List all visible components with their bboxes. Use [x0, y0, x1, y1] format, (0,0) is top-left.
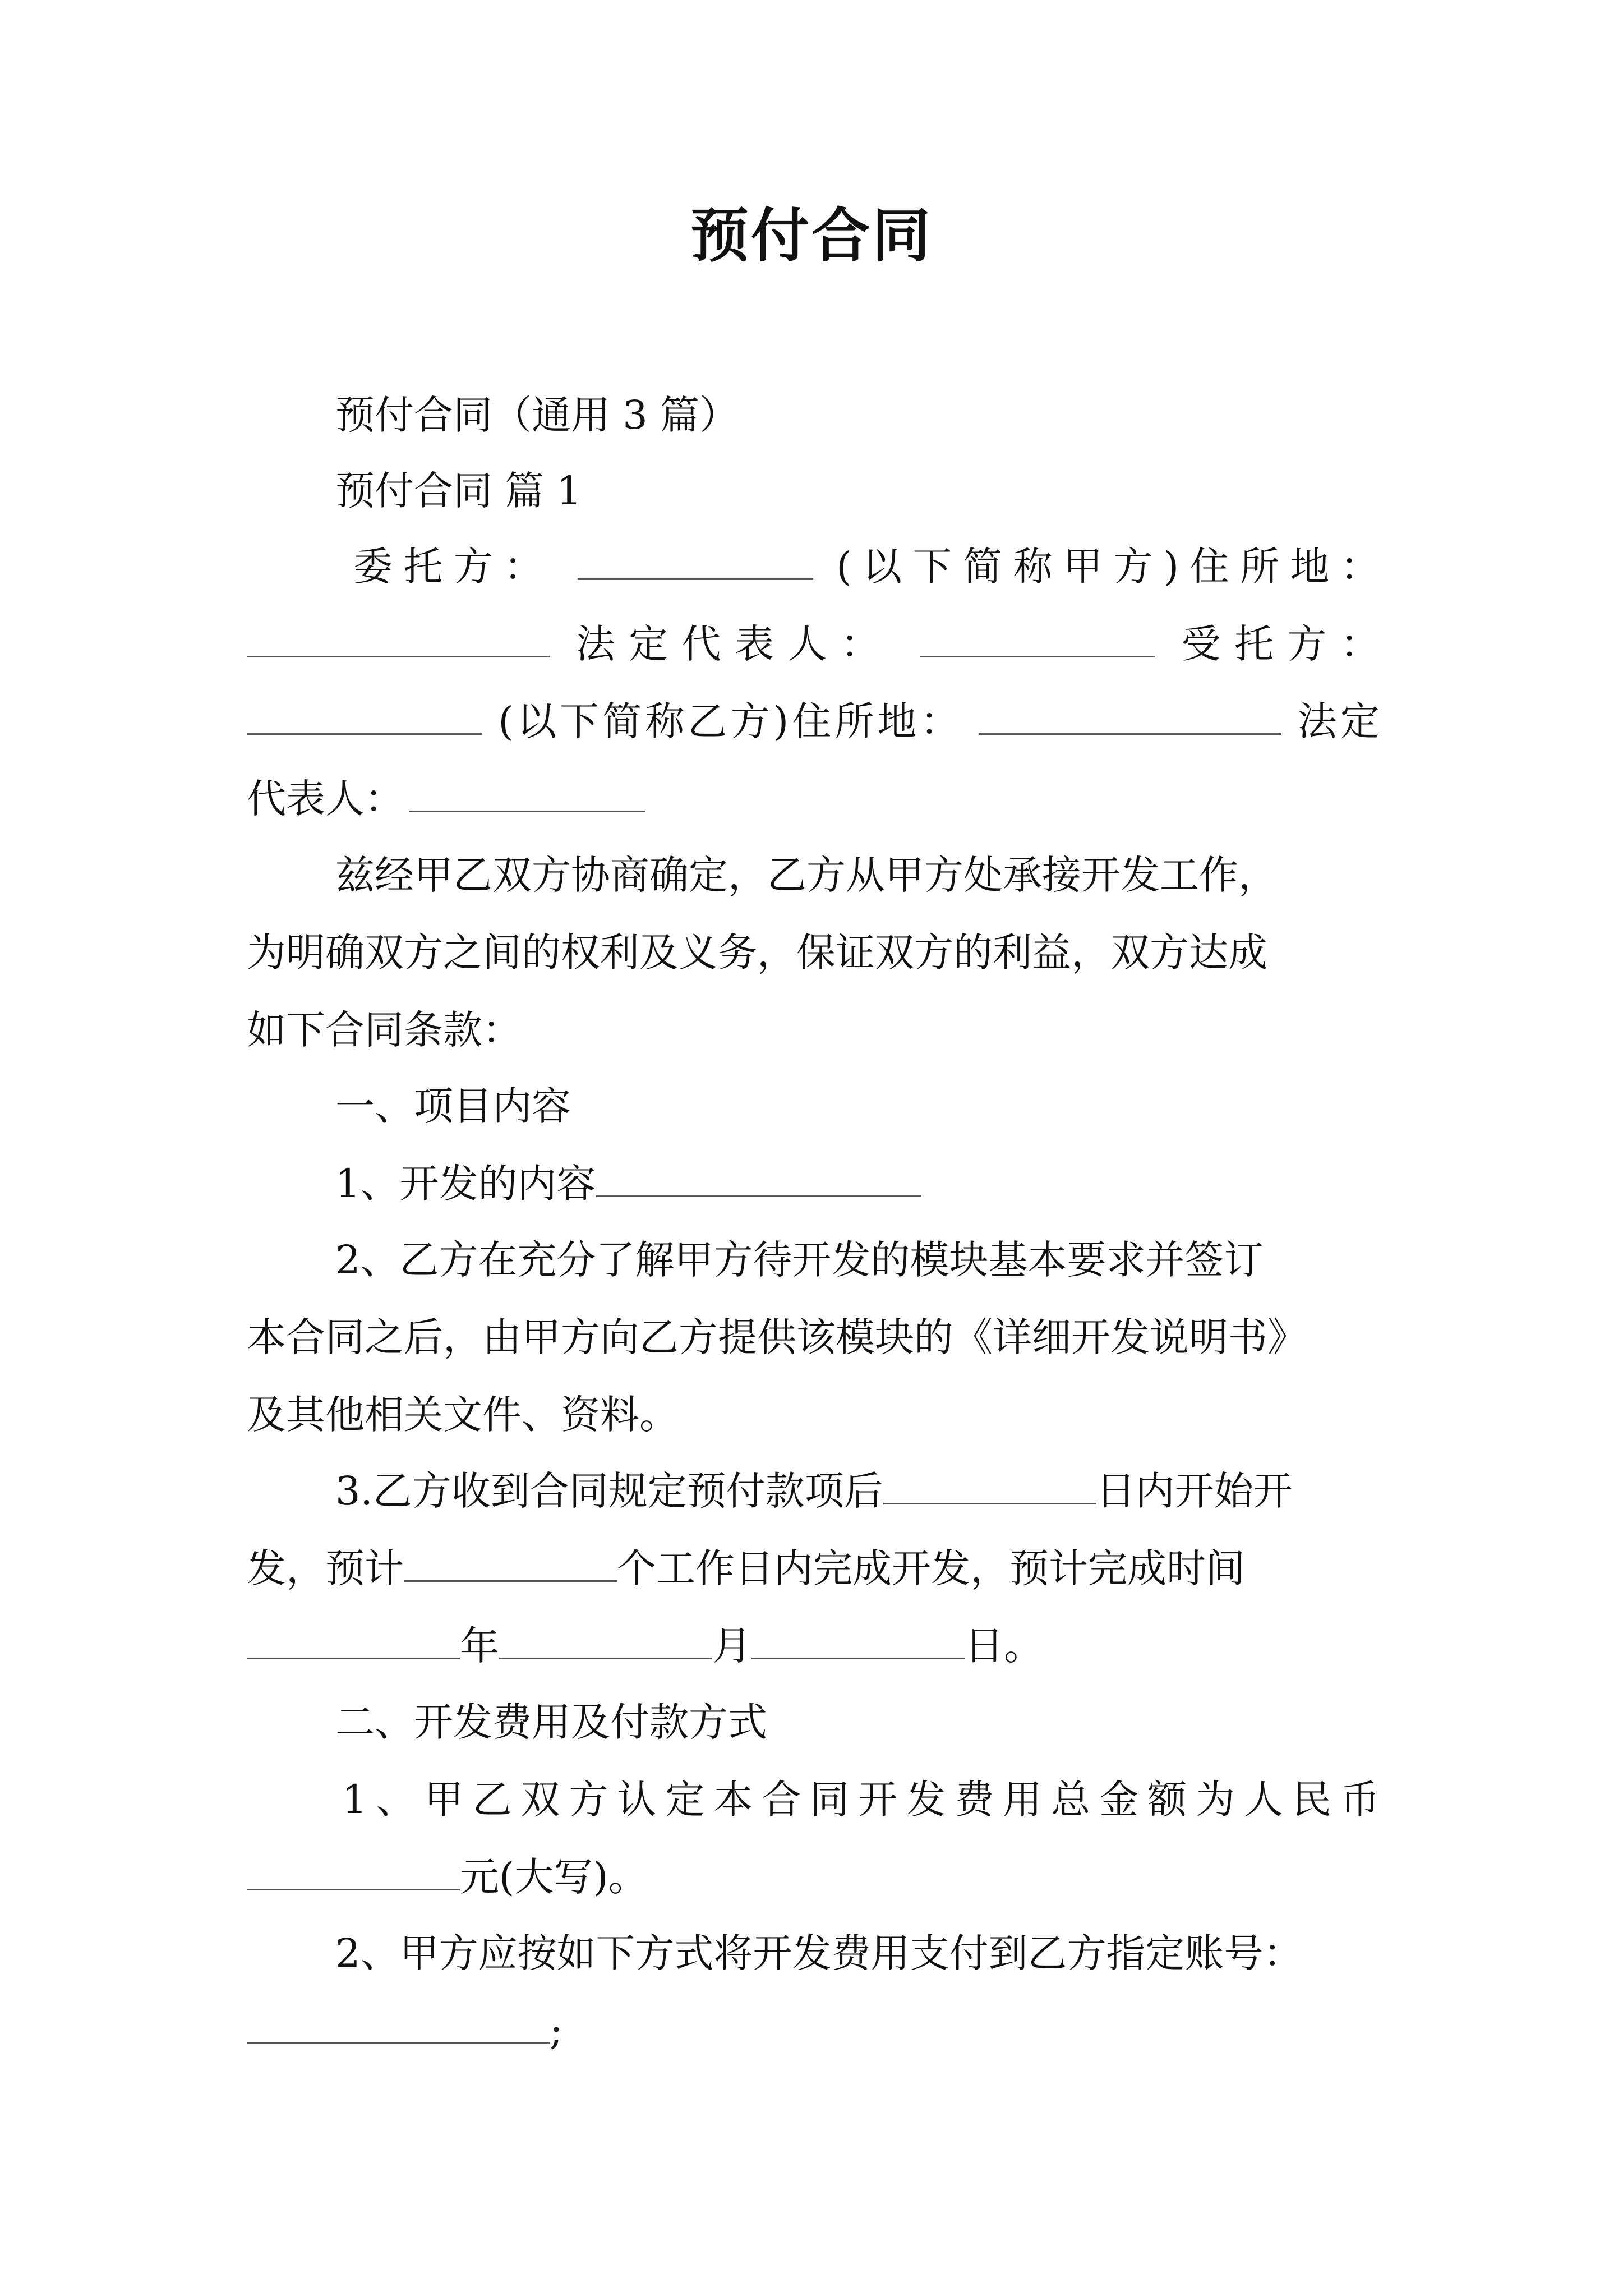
work-days-blank	[404, 1541, 617, 1582]
section1-item3-line2	[247, 1540, 1380, 1596]
client-abbr-text: (以下简称甲方)住所地：	[836, 544, 1380, 590]
section1-item2-line1: 2、乙方在充分了解甲方待开发的模块基本要求并签订	[335, 1237, 1264, 1283]
section2-item1-line1: 1、甲乙双方认定本合同开发费用总金额为人民币	[342, 1777, 1380, 1823]
client-legal-rep-label: 法定代表人：	[575, 621, 894, 667]
section2-item2-line2	[247, 2003, 1380, 2059]
contractor-legal-rep-blank	[409, 771, 645, 812]
year-blank	[247, 1618, 460, 1659]
parties-line-3	[247, 693, 1380, 749]
section1-item3-text-1: 3.乙方收到合同规定预付款项后	[335, 1468, 883, 1514]
section2-item1-suffix: 元(大写)。	[460, 1854, 648, 1900]
contractor-name-blank	[247, 694, 482, 735]
contractor-abbr-text: (以下简称乙方)住所地：	[498, 698, 963, 744]
total-amount-blank	[247, 1849, 460, 1890]
section1-item1	[335, 1156, 1380, 1212]
month-blank	[499, 1618, 712, 1659]
section2-item1-line2	[247, 1849, 1380, 1905]
client-address-blank	[247, 616, 550, 657]
parties-line-2	[247, 616, 1380, 672]
section2-item2-line1: 2、甲方应按如下方式将开发费用支付到乙方指定账号：	[335, 1930, 1303, 1976]
section1-item3-text-3: 发，预计	[247, 1545, 404, 1591]
contractor-label: 受托方：	[1181, 621, 1380, 667]
heading-part: 预付合同 篇 1	[335, 468, 582, 514]
intro-line-1: 兹经甲乙双方协商确定，乙方从甲方处承接开发工作，	[335, 852, 1278, 898]
intro-line-3: 如下合同条款：	[247, 1007, 522, 1053]
start-days-blank	[883, 1464, 1096, 1504]
contractor-address-blank	[979, 694, 1281, 735]
section1-item3-text-4: 个工作日内完成开发，预计完成时间	[617, 1545, 1245, 1591]
intro-line-2: 为明确双方之间的权利及义务，保证双方的利益，双方达成	[247, 930, 1267, 976]
account-number-blank	[247, 2003, 550, 2044]
parties-line-4	[247, 771, 1380, 827]
heading-general: 预付合同（通用 3 篇）	[335, 392, 739, 438]
contractor-legal-rep-label-1: 法定	[1297, 698, 1380, 744]
section1-heading: 一、项目内容	[335, 1083, 571, 1129]
section1-item2-line3: 及其他相关文件、资料。	[247, 1392, 679, 1438]
section1-item3-line1	[335, 1463, 1380, 1519]
day-blank	[751, 1618, 965, 1659]
development-content-blank	[596, 1156, 921, 1197]
section1-item2-line2: 本合同之后，由甲方向乙方提供该模块的《详细开发说明书》	[247, 1314, 1307, 1360]
section1-item3-line3	[247, 1618, 1380, 1674]
section1-item1-text: 1、开发的内容	[335, 1161, 596, 1207]
section2-item2-end: ;	[550, 2008, 563, 2054]
document-title: 预付合同	[690, 201, 933, 270]
contractor-legal-rep-label-2: 代表人：	[247, 776, 404, 822]
client-legal-rep-blank	[920, 616, 1155, 657]
month-label: 月	[712, 1623, 751, 1669]
client-name-blank	[578, 539, 813, 580]
year-label: 年	[460, 1623, 499, 1669]
day-label: 日。	[965, 1623, 1043, 1669]
client-label: 委托方：	[353, 544, 554, 590]
parties-line-1	[353, 539, 1380, 595]
section1-item3-text-2: 日内开始开	[1096, 1468, 1293, 1514]
section2-heading: 二、开发费用及付款方式	[335, 1699, 767, 1745]
